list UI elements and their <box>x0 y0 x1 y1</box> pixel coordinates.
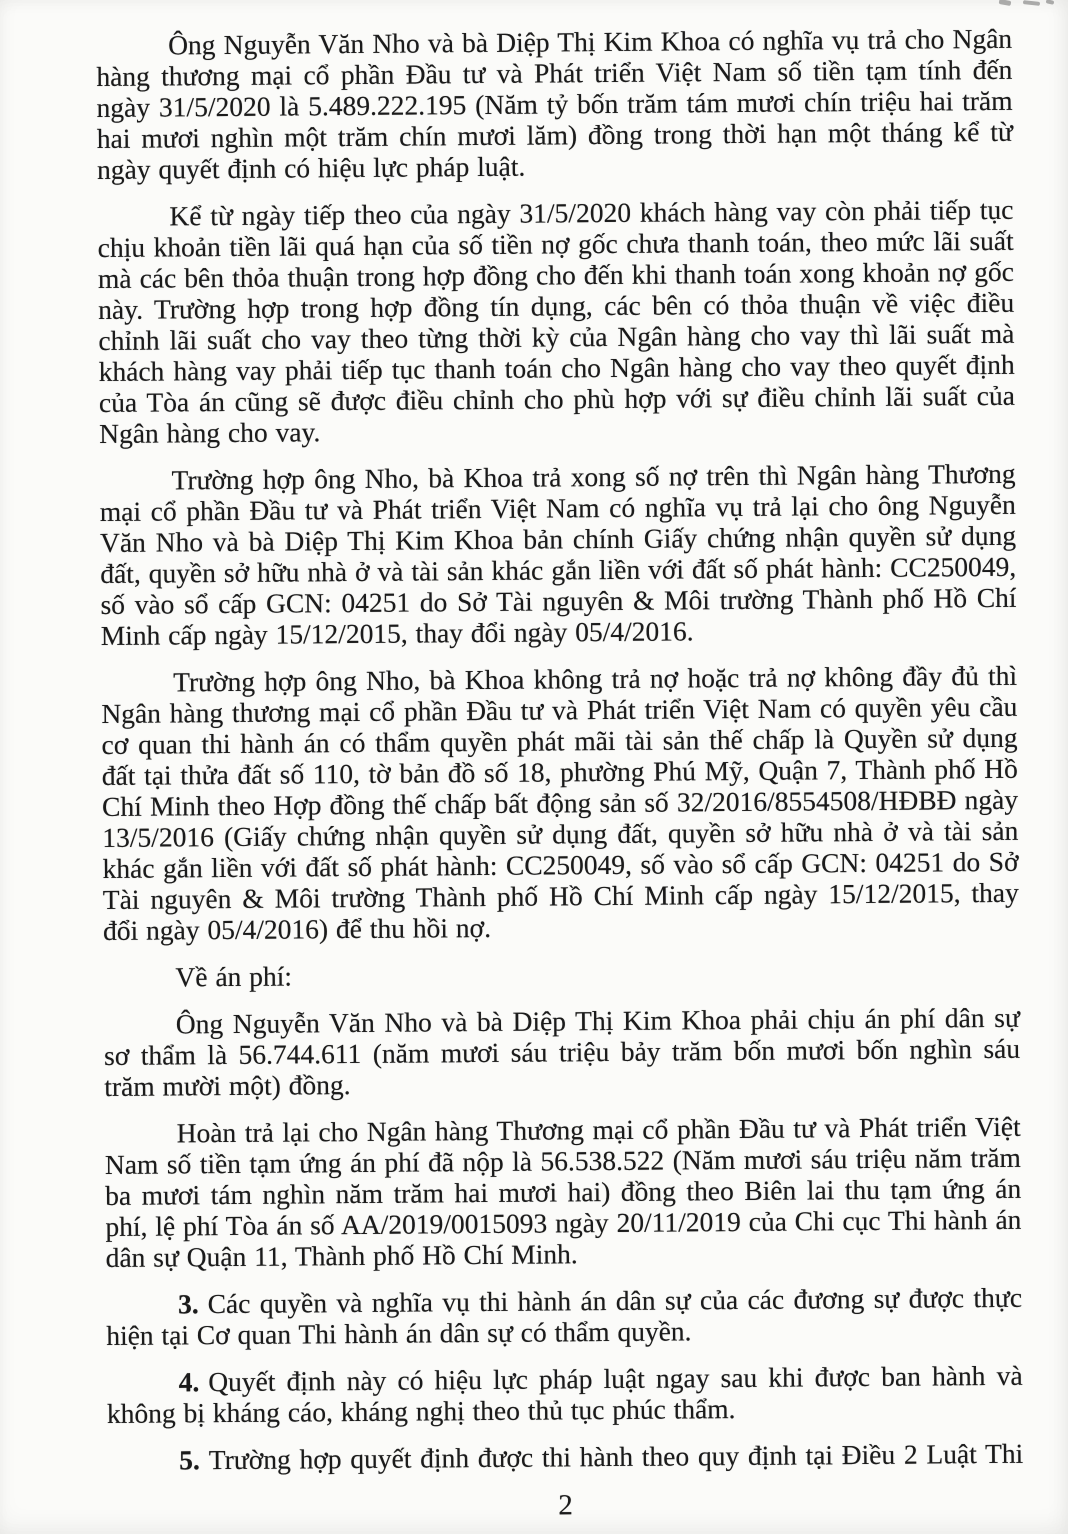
scan-artifact <box>1023 0 1040 6</box>
scan-artifact <box>999 0 1012 6</box>
paragraph-court-fee-liability: Ông Nguyễn Văn Nho và bà Diệp Thị Kim Khoa phải chịu án phí dân sự sơ thẩm là 56.744.611 (năm mươi sáu triệu bảy trăm bốn mươi bốn nghìn sáu trăm mười một) đồng. <box>103 1001 1021 1102</box>
paragraph-return-certificate: Trường hợp ông Nho, bà Khoa trả xong số nợ trên thì Ngân hàng Thương mại cổ phần Đầu tư và Phát triển Việt Nam có nghĩa vụ trả lại cho ông Nguyễn Văn Nho và bà Diệp Thị Kim Khoa bản chính Giấy chứng nhận quyền sử dụng đất, quyền sở hữu nhà ở và tài sản khác gắn liền với đất số phát hành: CC250049, số vào sổ cấp GCN: 04251 do Sở Tài nguyên & Môi trường Thành phố Hồ Chí Minh cấp ngày 15/12/2015, thay đổi ngày 05/4/2016. <box>99 457 1017 651</box>
clause-5-number: 5. <box>179 1444 200 1476</box>
paragraph-clause-3 <box>106 1282 1022 1351</box>
clause-5-text: Trường hợp quyết định được thi hành theo quy định tại Điều 2 Luật Thi <box>208 1437 1024 1476</box>
paragraph-clause-5 <box>107 1438 1023 1476</box>
paragraph-fee-refund: Hoàn trả lại cho Ngân hàng Thương mại cổ phần Đầu tư và Phát triển Việt Nam số tiền tạm ứng án phí đã nộp là 56.538.522 (Năm mươi sáu triệu năm trăm ba mươi tám nghìn năm trăm hai mươi hai) đồng theo Biên lai thu tạm ứng án phí, lệ phí Tòa án số AA/2019/0015093 ngày 20/11/2019 của Chi cục Thi hành án dân sự Quận 11, Thành phố Hồ Chí Minh. <box>104 1110 1022 1273</box>
heading-court-fees: Về án phí: <box>175 960 293 993</box>
clause-4-text: Quyết định này có hiệu lực pháp luật ngay sau khi được ban hành và không bị kháng cáo, kháng nghị theo thủ tục phúc thẩm. <box>106 1359 1023 1429</box>
paragraph-debt-obligation: Ông Nguyễn Văn Nho và bà Diệp Thị Kim Khoa có nghĩa vụ trả cho Ngân hàng thương mại cổ phần Đầu tư và Phát triển Việt Nam số tiền tạm tính đến ngày 31/5/2020 là 5.489.222.195 (Năm tỷ bốn trăm tám mươi chín triệu hai trăm hai mươi nghìn một trăm chín mươi lăm) đồng trong thời hạn một tháng kể từ ngày quyết định có hiệu lực pháp luật. <box>96 22 1013 185</box>
scan-artifact <box>1046 0 1055 5</box>
page-number: 2 <box>558 1489 573 1522</box>
clause-4-number: 4. <box>178 1366 200 1398</box>
clause-3-number: 3. <box>177 1288 199 1320</box>
paragraph-foreclosure: Trường hợp ông Nho, bà Khoa không trả nợ hoặc trả nợ không đầy đủ thì Ngân hàng thương mại cổ phần Đầu tư và Phát triển Việt Nam có quyền yêu cầu cơ quan thi hành án có thẩm quyền phát mãi tài sản thế chấp là Quyền sử dụng đất tại thửa đất số 110, tờ bản đồ số 18, phường Phú Mỹ, Quận 7, Thành phố Hồ Chí Minh theo Hợp đồng thế chấp bất động sản số 32/2016/8554508/HĐBĐ ngày 13/5/2016 (Giấy chứng nhận quyền sử dụng đất, quyền sở hữu nhà ở và tài sản khác gắn liền với đất số phát hành: CC250049, số vào sổ cấp GCN: 04251 do Sở Tài nguyên & Môi trường Thành phố Hồ Chí Minh cấp ngày 15/12/2015, thay đổi ngày 05/4/2016) để thu hồi nợ. <box>101 659 1019 946</box>
document-body <box>96 23 1024 1525</box>
paragraph-overdue-interest: Kể từ ngày tiếp theo của ngày 31/5/2020 khách hàng vay còn phải tiếp tục chịu khoản tiền lãi quá hạn của số tiền nợ gốc chưa thanh toán, theo mức lãi suất mà các bên thỏa thuận trong hợp đồng cho đến khi thanh toán xong khoản nợ gốc này. Trường hợp trong hợp đồng tín dụng, các bên có thỏa thuận về việc điều chỉnh lãi suất cho vay theo từng thời kỳ của Ngân hàng cho vay thì lãi suất mà khách hàng vay phải tiếp tục thanh toán cho Ngân hàng cho vay theo quyết định của Tòa án cũng sẽ được điều chỉnh cho phù hợp với sự điều chỉnh lãi suất của Ngân hàng cho vay. <box>97 193 1016 449</box>
clause-3-text: Các quyền và nghĩa vụ thi hành án dân sự của các đương sự được thực hiện tại Cơ quan Thi hành án dân sự có thẩm quyền. <box>106 1281 1023 1351</box>
paragraph-clause-4 <box>107 1360 1023 1429</box>
